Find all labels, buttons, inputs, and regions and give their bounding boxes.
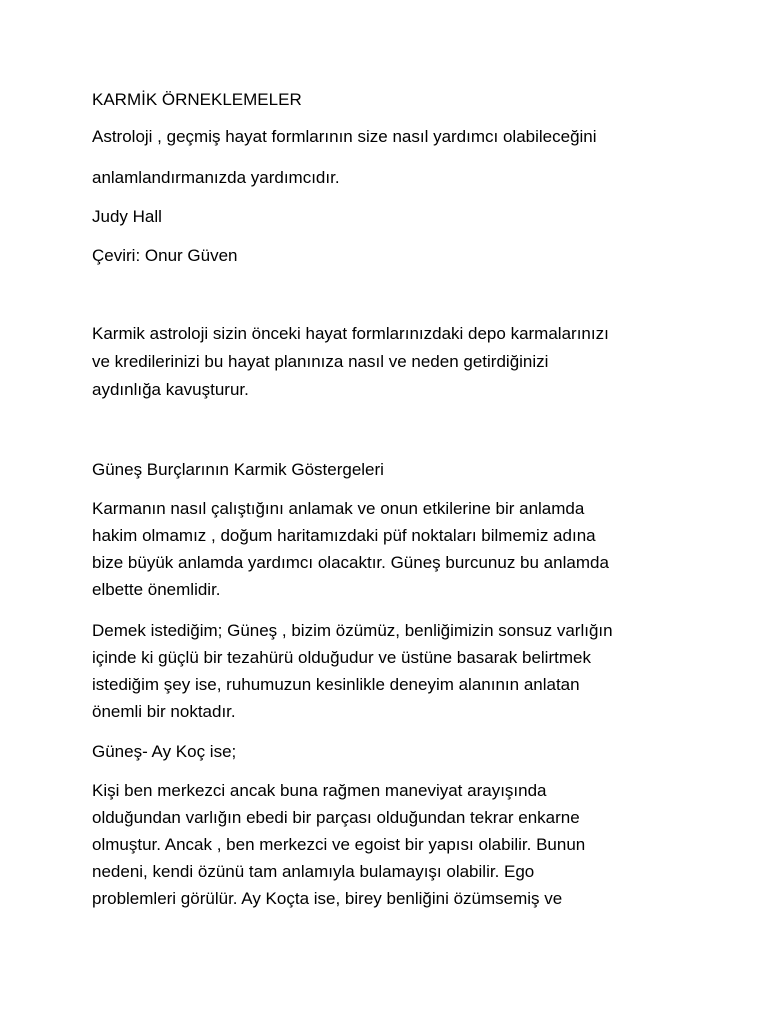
para4-line-4: nedeni, kendi özünü tam anlamıyla bulamayışı olabilir. Ego <box>92 862 535 881</box>
para3-line-4: önemli bir noktadır. <box>92 702 236 721</box>
translator-line: Çeviri: Onur Güven <box>92 246 238 265</box>
para4-line-5: problemleri görülür. Ay Koçta ise, birey benliğini özümsemiş ve <box>92 889 563 908</box>
section-heading: Güneş Burçlarının Karmik Göstergeleri <box>92 460 384 479</box>
para2-line-2: hakim olmamız , doğum haritamızdaki püf noktaları bilmemiz adına <box>92 526 596 545</box>
para2-line-3: bize büyük anlamda yardımcı olacaktır. Güneş burcunuz bu anlamda <box>92 553 609 572</box>
document-title: KARMİK ÖRNEKLEMELER <box>92 90 302 109</box>
intro-line-2: anlamlandırmanızda yardımcıdır. <box>92 168 340 187</box>
para1-line-1: Karmik astroloji sizin önceki hayat formlarınızdaki depo karmalarınızı <box>92 324 609 343</box>
para2-line-1: Karmanın nasıl çalıştığını anlamak ve onun etkilerine bir anlamda <box>92 499 585 518</box>
para3-line-2: içinde ki güçlü bir tezahürü olduğudur ve üstüne basarak belirtmek <box>92 648 591 667</box>
para1-line-2: ve kredilerinizi bu hayat planınıza nasıl ve neden getirdiğinizi <box>92 352 549 371</box>
para3-line-3: istediğim şey ise, ruhumuzun kesinlikle deneyim alanının anlatan <box>92 675 580 694</box>
intro-line-1: Astroloji , geçmiş hayat formlarının size nasıl yardımcı olabileceğini <box>92 127 597 146</box>
para1-line-3: aydınlığa kavuşturur. <box>92 380 249 399</box>
author-line: Judy Hall <box>92 207 162 226</box>
para3-line-1: Demek istediğim; Güneş , bizim özümüz, benliğimizin sonsuz varlığın <box>92 621 613 640</box>
para2-line-4: elbette önemlidir. <box>92 580 221 599</box>
para4-line-2: olduğundan varlığın ebedi bir parçası olduğundan tekrar enkarne <box>92 808 580 827</box>
subheading: Güneş- Ay Koç ise; <box>92 742 237 761</box>
para4-line-3: olmuştur. Ancak , ben merkezci ve egoist bir yapısı olabilir. Bunun <box>92 835 586 854</box>
para4-line-1: Kişi ben merkezci ancak buna rağmen maneviyat arayışında <box>92 781 547 800</box>
